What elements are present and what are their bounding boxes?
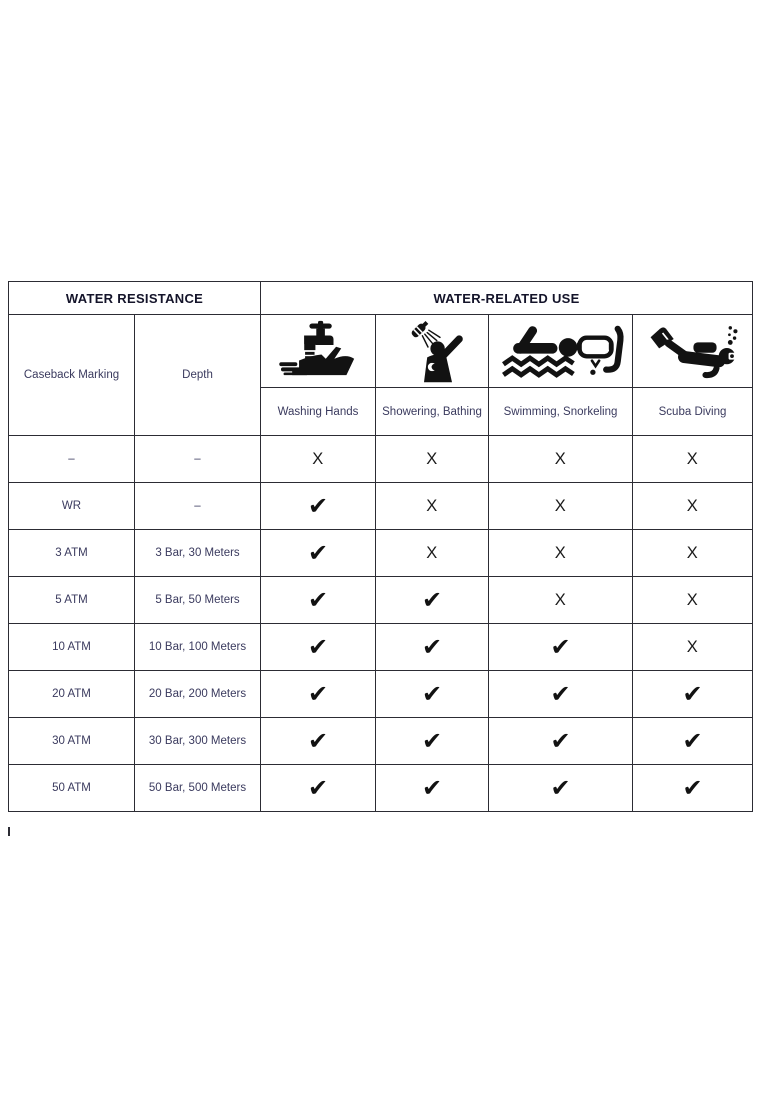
table-row-wr (9, 483, 753, 530)
showering-mark: ✔ (376, 718, 489, 765)
swimming-snorkeling-icon-cell (489, 315, 633, 388)
table-row-20atm (9, 671, 753, 718)
swimming-mark: ✔ (489, 671, 633, 718)
table-row-10atm (9, 624, 753, 671)
table-row-none (9, 436, 753, 483)
caseback-marking-value: 20 ATM (9, 671, 135, 718)
showering-mark: X (376, 436, 489, 483)
caseback-marking-value: 5 ATM (9, 577, 135, 624)
caseback-marking-column-header: Caseback Marking (9, 315, 135, 436)
showering-bathing-label: Showering, Bathing (376, 388, 489, 436)
caseback-marking-value: 50 ATM (9, 765, 135, 812)
scuba-diving-label: Scuba Diving (633, 388, 753, 436)
scuba-mark: ✔ (633, 765, 753, 812)
scuba-diving-icon-cell (633, 315, 753, 388)
caseback-marking-value: 10 ATM (9, 624, 135, 671)
showering-mark: ✔ (376, 577, 489, 624)
washing-hands-mark: ✔ (261, 671, 376, 718)
showering-mark: ✔ (376, 765, 489, 812)
swimming-snorkeling-label: Swimming, Snorkeling (489, 388, 633, 436)
scuba-mark: X (633, 530, 753, 577)
swimming-mark: X (489, 483, 633, 530)
scuba-mark: X (633, 577, 753, 624)
shower-icon (395, 319, 469, 383)
icon-header-row (9, 315, 753, 388)
washing-hands-mark: X (261, 436, 376, 483)
caseback-marking-value: 3 ATM (9, 530, 135, 577)
scuba-mark: X (633, 624, 753, 671)
washing-hands-mark: ✔ (261, 765, 376, 812)
depth-value: 50 Bar, 500 Meters (135, 765, 261, 812)
border-stub (8, 827, 10, 836)
washing-hands-mark: ✔ (261, 718, 376, 765)
swimmer-snorkel-icon (494, 320, 628, 382)
water-related-use-group-header: WATER-RELATED USE (261, 282, 753, 315)
washing-hands-icon-cell (261, 315, 376, 388)
caseback-marking-value: WR (9, 483, 135, 530)
swimming-mark: X (489, 436, 633, 483)
depth-value: 10 Bar, 100 Meters (135, 624, 261, 671)
depth-value: 20 Bar, 200 Meters (135, 671, 261, 718)
depth-value: – (135, 483, 261, 530)
caseback-marking-value: – (9, 436, 135, 483)
washing-hands-label: Washing Hands (261, 388, 376, 436)
scuba-mark: X (633, 436, 753, 483)
showering-mark: X (376, 530, 489, 577)
table-row-5atm (9, 577, 753, 624)
table-row-30atm (9, 718, 753, 765)
scuba-mark: ✔ (633, 718, 753, 765)
washing-hands-mark: ✔ (261, 483, 376, 530)
table-row-3atm (9, 530, 753, 577)
swimming-mark: X (489, 530, 633, 577)
scuba-diver-icon (639, 321, 747, 381)
table-row-50atm (9, 765, 753, 812)
washing-hands-mark: ✔ (261, 530, 376, 577)
washing-hands-mark: ✔ (261, 577, 376, 624)
depth-value: 3 Bar, 30 Meters (135, 530, 261, 577)
depth-column-header: Depth (135, 315, 261, 436)
showering-mark: X (376, 483, 489, 530)
washing-hands-mark: ✔ (261, 624, 376, 671)
depth-value: 30 Bar, 300 Meters (135, 718, 261, 765)
scuba-mark: X (633, 483, 753, 530)
group-header-row (9, 282, 753, 315)
showering-icon-cell (376, 315, 489, 388)
water-resistance-table (8, 281, 753, 812)
swimming-mark: ✔ (489, 624, 633, 671)
showering-mark: ✔ (376, 671, 489, 718)
water-resistance-group-header: WATER RESISTANCE (9, 282, 261, 315)
showering-mark: ✔ (376, 624, 489, 671)
scuba-mark: ✔ (633, 671, 753, 718)
depth-value: – (135, 436, 261, 483)
caseback-marking-value: 30 ATM (9, 718, 135, 765)
depth-value: 5 Bar, 50 Meters (135, 577, 261, 624)
swimming-mark: ✔ (489, 718, 633, 765)
swimming-mark: X (489, 577, 633, 624)
faucet-hand-icon (274, 320, 362, 382)
swimming-mark: ✔ (489, 765, 633, 812)
